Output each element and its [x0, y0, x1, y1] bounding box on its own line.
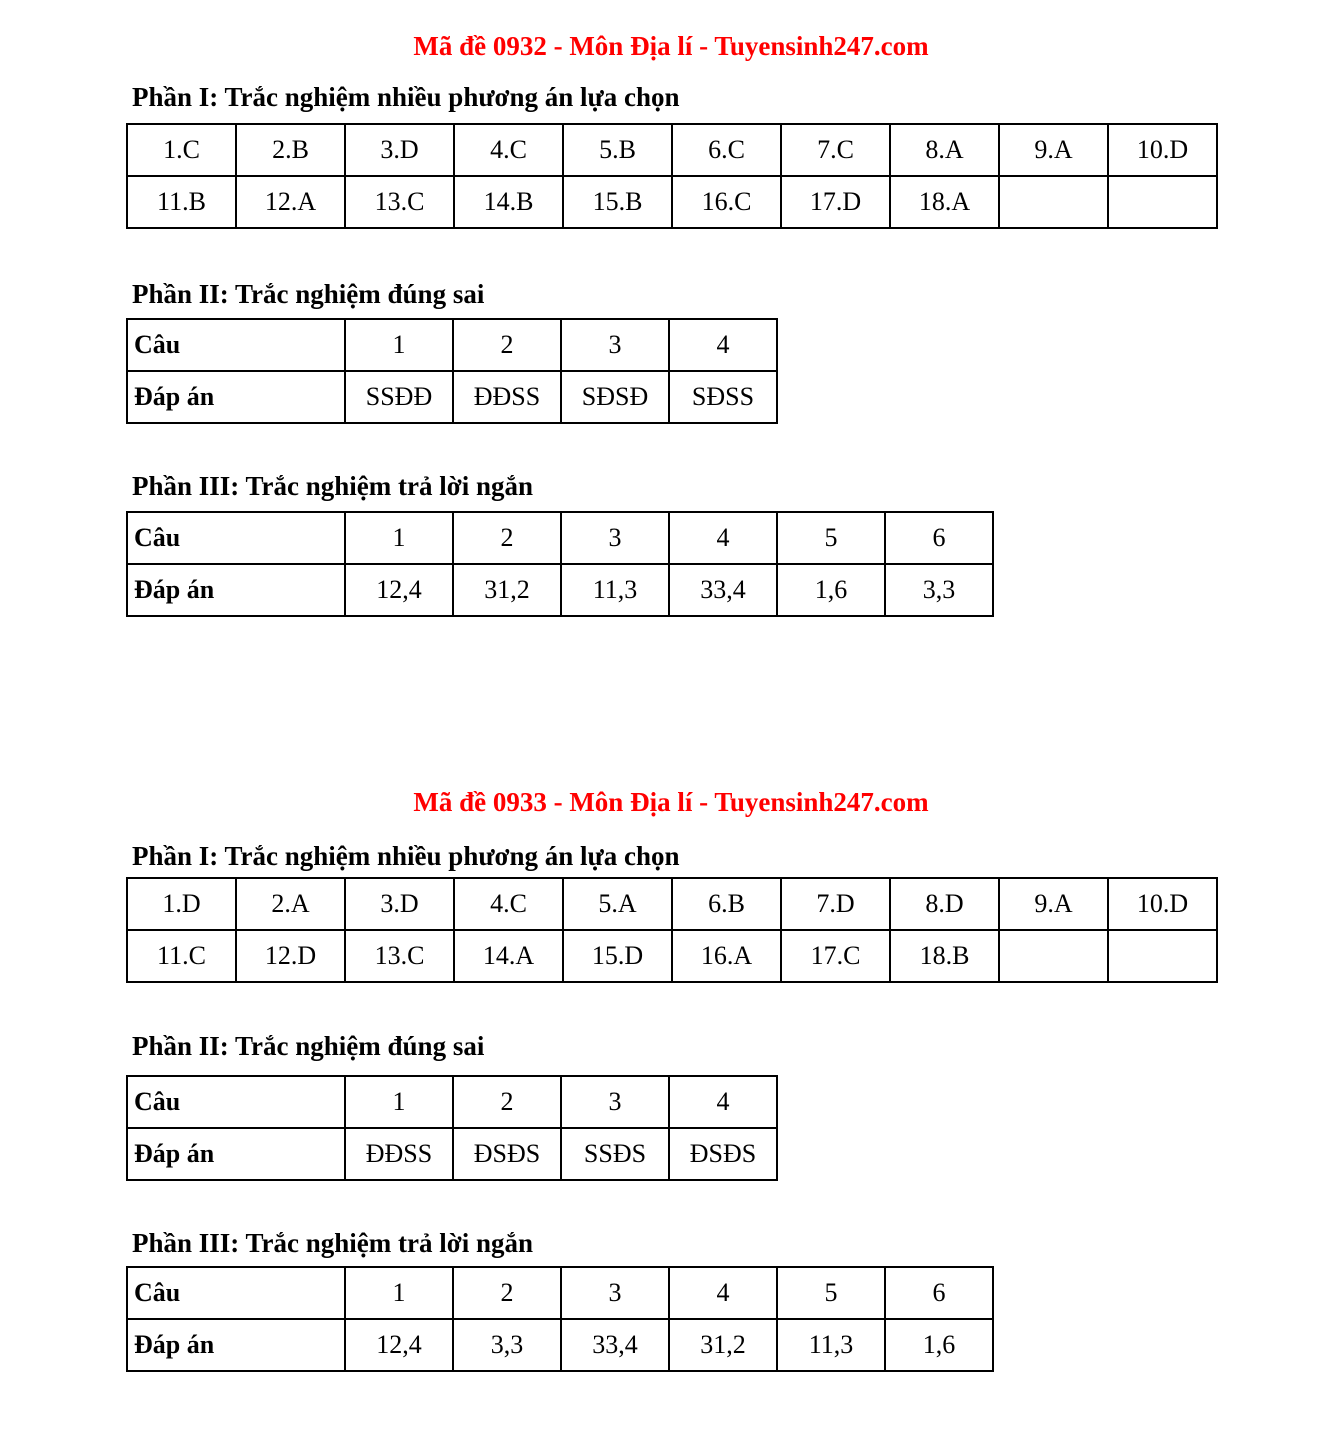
question-number-cell: 3 — [561, 319, 669, 371]
table-row — [127, 176, 1217, 228]
answer-cell: ĐSĐS — [453, 1128, 561, 1180]
answer-cell: 11.C — [127, 930, 236, 982]
answer-cell: 16.A — [672, 930, 781, 982]
part3-heading: Phần III: Trắc nghiệm trả lời ngắn — [132, 471, 533, 501]
table-row — [127, 930, 1217, 982]
question-number-cell: 1 — [345, 512, 453, 564]
question-number-cell: 3 — [561, 512, 669, 564]
answer-cell: 4.C — [454, 124, 563, 176]
answer-cell: 9.A — [999, 878, 1108, 930]
table-row — [127, 1128, 777, 1180]
part3-answers-table — [126, 1266, 994, 1372]
answer-cell: 10.D — [1108, 124, 1217, 176]
answer-cell: 11.B — [127, 176, 236, 228]
answer-cell: 12.D — [236, 930, 345, 982]
answer-cell: SĐSS — [669, 371, 777, 423]
answer-cell: 6.C — [672, 124, 781, 176]
question-number-cell: 6 — [885, 512, 993, 564]
row-label-cell: Đáp án — [127, 564, 345, 616]
exam-code-title: Mã đề 0932 - Môn Địa lí - Tuyensinh247.com — [413, 31, 929, 61]
question-number-cell: 6 — [885, 1267, 993, 1319]
answer-cell: 10.D — [1108, 878, 1217, 930]
answer-cell: 1.C — [127, 124, 236, 176]
table-row — [127, 1076, 777, 1128]
answer-cell: 12,4 — [345, 564, 453, 616]
part1-heading: Phần I: Trắc nghiệm nhiều phương án lựa chọn — [132, 82, 680, 112]
row-label-cell: Đáp án — [127, 371, 345, 423]
answer-cell: 17.D — [781, 176, 890, 228]
question-number-cell: 4 — [669, 1076, 777, 1128]
answer-cell: SSĐĐ — [345, 371, 453, 423]
question-number-cell: 2 — [453, 319, 561, 371]
part2-answers-table — [126, 1075, 778, 1181]
part3-answers-table — [126, 511, 994, 617]
question-number-cell: 5 — [777, 512, 885, 564]
answer-cell: 5.B — [563, 124, 672, 176]
part2-heading: Phần II: Trắc nghiệm đúng sai — [132, 1031, 485, 1061]
answer-cell: 13.C — [345, 176, 454, 228]
answer-cell: 33,4 — [669, 564, 777, 616]
answer-cell: 3,3 — [885, 564, 993, 616]
answer-cell: 5.A — [563, 878, 672, 930]
answer-cell: 15.B — [563, 176, 672, 228]
question-number-cell: 1 — [345, 319, 453, 371]
row-label-cell: Câu — [127, 512, 345, 564]
question-number-cell: 2 — [453, 1267, 561, 1319]
answer-cell: 3.D — [345, 124, 454, 176]
question-number-cell: 4 — [669, 319, 777, 371]
part1-answers-table — [126, 877, 1218, 983]
answer-cell: SĐSĐ — [561, 371, 669, 423]
table-row — [127, 512, 993, 564]
answer-cell: 14.B — [454, 176, 563, 228]
answer-cell: 4.C — [454, 878, 563, 930]
answer-cell: 1,6 — [777, 564, 885, 616]
answer-cell: 2.B — [236, 124, 345, 176]
question-number-cell: 2 — [453, 512, 561, 564]
answer-cell: ĐSĐS — [669, 1128, 777, 1180]
answer-cell: 13.C — [345, 930, 454, 982]
answer-cell: ĐĐSS — [453, 371, 561, 423]
row-label-cell: Đáp án — [127, 1319, 345, 1371]
answer-cell: 15.D — [563, 930, 672, 982]
part2-heading: Phần II: Trắc nghiệm đúng sai — [132, 279, 485, 309]
table-row — [127, 319, 777, 371]
question-number-cell: 3 — [561, 1076, 669, 1128]
question-number-cell: 1 — [345, 1076, 453, 1128]
answer-cell: 1.D — [127, 878, 236, 930]
answer-cell: 8.D — [890, 878, 999, 930]
question-number-cell: 2 — [453, 1076, 561, 1128]
question-number-cell: 1 — [345, 1267, 453, 1319]
question-number-cell: 4 — [669, 512, 777, 564]
row-label-cell: Câu — [127, 1267, 345, 1319]
answer-cell: 18.B — [890, 930, 999, 982]
answer-cell: ĐĐSS — [345, 1128, 453, 1180]
answer-cell — [1108, 176, 1217, 228]
answer-cell: 31,2 — [669, 1319, 777, 1371]
answer-cell: 11,3 — [561, 564, 669, 616]
table-row — [127, 1319, 993, 1371]
table-row — [127, 564, 993, 616]
question-number-cell: 4 — [669, 1267, 777, 1319]
answer-cell — [999, 176, 1108, 228]
answer-cell: 6.B — [672, 878, 781, 930]
part1-answers-table — [126, 123, 1218, 229]
question-number-cell: 5 — [777, 1267, 885, 1319]
part2-answers-table — [126, 318, 778, 424]
answer-cell: 17.C — [781, 930, 890, 982]
answer-cell: 18.A — [890, 176, 999, 228]
answer-cell: 7.D — [781, 878, 890, 930]
answer-cell — [999, 930, 1108, 982]
part3-heading: Phần III: Trắc nghiệm trả lời ngắn — [132, 1228, 533, 1258]
answer-cell: 16.C — [672, 176, 781, 228]
answer-cell: 8.A — [890, 124, 999, 176]
answer-cell: 9.A — [999, 124, 1108, 176]
row-label-cell: Câu — [127, 319, 345, 371]
answer-cell: 3.D — [345, 878, 454, 930]
table-row — [127, 1267, 993, 1319]
answer-cell: 7.C — [781, 124, 890, 176]
row-label-cell: Câu — [127, 1076, 345, 1128]
answer-cell: 14.A — [454, 930, 563, 982]
table-row — [127, 371, 777, 423]
exam-code-title: Mã đề 0933 - Môn Địa lí - Tuyensinh247.com — [413, 787, 929, 817]
part1-heading: Phần I: Trắc nghiệm nhiều phương án lựa chọn — [132, 841, 680, 871]
table-row — [127, 124, 1217, 176]
row-label-cell: Đáp án — [127, 1128, 345, 1180]
answer-cell: SSĐS — [561, 1128, 669, 1180]
answer-cell: 3,3 — [453, 1319, 561, 1371]
answer-cell: 12,4 — [345, 1319, 453, 1371]
answer-cell: 1,6 — [885, 1319, 993, 1371]
question-number-cell: 3 — [561, 1267, 669, 1319]
answer-cell: 31,2 — [453, 564, 561, 616]
table-row — [127, 878, 1217, 930]
answer-cell: 12.A — [236, 176, 345, 228]
answer-cell — [1108, 930, 1217, 982]
answer-cell: 11,3 — [777, 1319, 885, 1371]
answer-cell: 2.A — [236, 878, 345, 930]
answer-cell: 33,4 — [561, 1319, 669, 1371]
